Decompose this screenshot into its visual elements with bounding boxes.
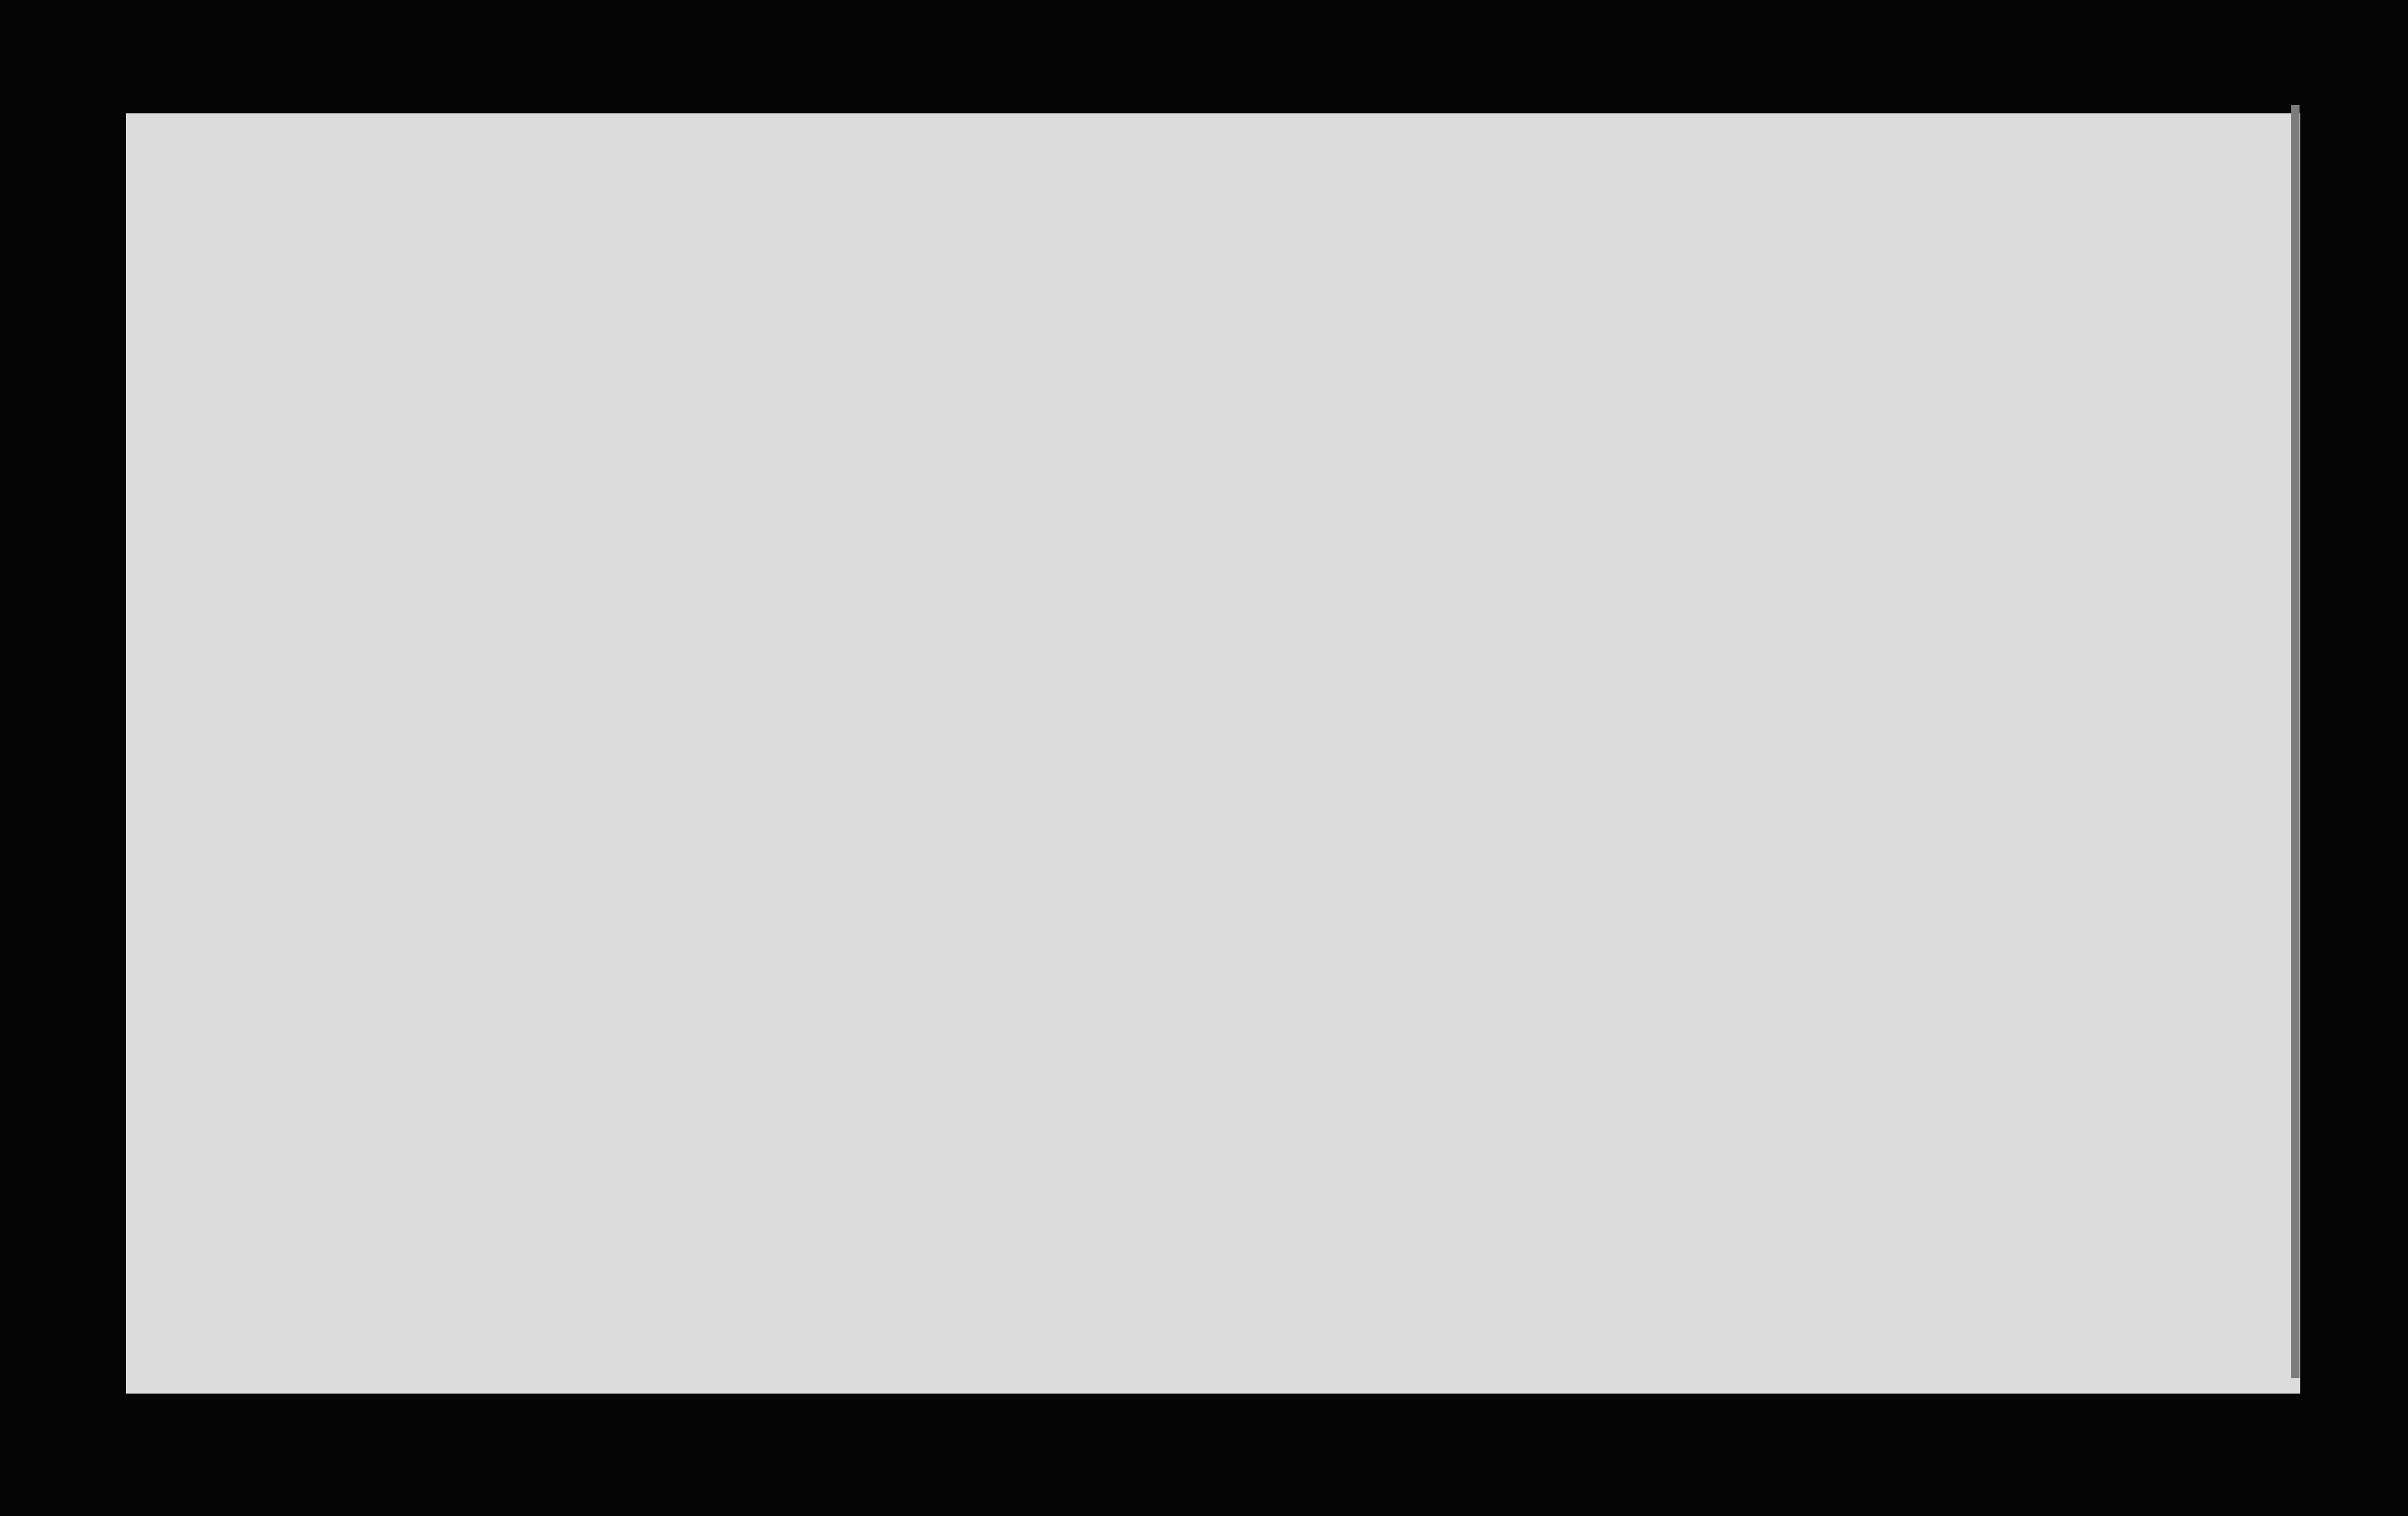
scan-edge [2291, 105, 2300, 1378]
census-card [126, 113, 2300, 1394]
